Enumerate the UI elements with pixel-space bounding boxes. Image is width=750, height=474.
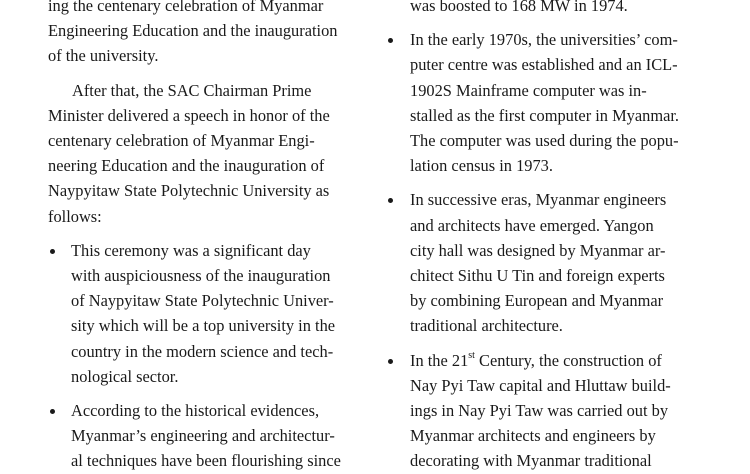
text-line: This ceremony was a significant day <box>71 240 311 260</box>
text-line: ings in Nay Pyi Taw was carried out by <box>410 401 669 421</box>
text-line: neering Education and the inauguration of <box>48 156 325 176</box>
text-line: Naypyitaw State Polytechnic University as <box>48 181 330 201</box>
text-line: sity which will be a top university in the <box>71 316 336 336</box>
text-line: stalled as the first computer in Myanmar. <box>410 105 680 125</box>
text-fragment: In the 21 <box>410 350 469 370</box>
bullet-icon <box>50 409 55 414</box>
text-line: city hall was designed by Myanmar ar- <box>410 240 666 260</box>
bullet-icon <box>388 198 393 203</box>
text-line: chitect Sithu U Tin and foreign experts <box>410 266 665 286</box>
text-line: decorating with Myanmar traditional <box>410 451 652 471</box>
list-item <box>48 398 363 474</box>
text-line: ing the centenary celebration of Myanmar <box>48 0 324 15</box>
bullet-icon <box>388 38 393 43</box>
text-line: In the early 1970s, the universities’ com- <box>410 30 678 50</box>
text-line: al techniques have been flourishing since <box>71 451 341 471</box>
list-item <box>48 238 363 389</box>
text-line <box>410 351 662 370</box>
right-column <box>387 0 700 474</box>
text-line: traditional architecture. <box>410 316 563 336</box>
text-line: 1902S Mainframe computer was in- <box>410 80 647 100</box>
text-line: Nay Pyi Taw capital and Hluttaw build- <box>410 375 671 395</box>
bullet-list-left <box>48 238 363 474</box>
text-line: country in the modern science and tech- <box>71 341 334 361</box>
text-line: Engineering Education and the inauguration <box>48 21 338 41</box>
ordinal-superscript: st <box>468 350 475 362</box>
list-item <box>387 348 700 474</box>
text-line: After that, the SAC Chairman Prime <box>72 80 312 100</box>
text-line: of Naypyitaw State Polytechnic Univer- <box>71 291 334 311</box>
text-line: puter centre was established and an ICL- <box>410 55 678 75</box>
text-line: nological sector. <box>71 366 179 386</box>
text-line: The computer was used during the popu- <box>410 131 679 151</box>
text-line: of the university. <box>48 46 159 66</box>
text-line: According to the historical evidences, <box>71 401 320 421</box>
paragraph-speech <box>48 78 363 229</box>
text-line: with auspiciousness of the inauguration <box>71 266 331 286</box>
text-fragment: Century, the construction of <box>474 350 662 370</box>
left-column <box>48 0 363 474</box>
list-item <box>387 27 700 178</box>
list-item <box>387 187 700 338</box>
bullet-icon <box>50 249 55 254</box>
text-line: lation census in 1973. <box>410 156 553 176</box>
text-line: Minister delivered a speech in honor of the <box>48 105 330 125</box>
text-line: Myanmar architects and engineers by <box>410 426 656 446</box>
text-line: Myanmar’s engineering and architectur- <box>71 426 335 446</box>
bullet-list-right <box>387 27 700 473</box>
text-line: follows: <box>48 206 102 226</box>
paragraph-intro <box>48 0 363 69</box>
text-line: centenary celebration of Myanmar Engi- <box>48 131 315 151</box>
paragraph-continued <box>387 0 700 18</box>
text-line: was boosted to 168 MW in 1974. <box>410 0 628 15</box>
text-line: In successive eras, Myanmar engineers <box>410 190 667 210</box>
text-line: by combining European and Myanmar <box>410 291 664 311</box>
bullet-icon <box>388 359 393 364</box>
text-line: and architects have emerged. Yangon <box>410 215 654 235</box>
